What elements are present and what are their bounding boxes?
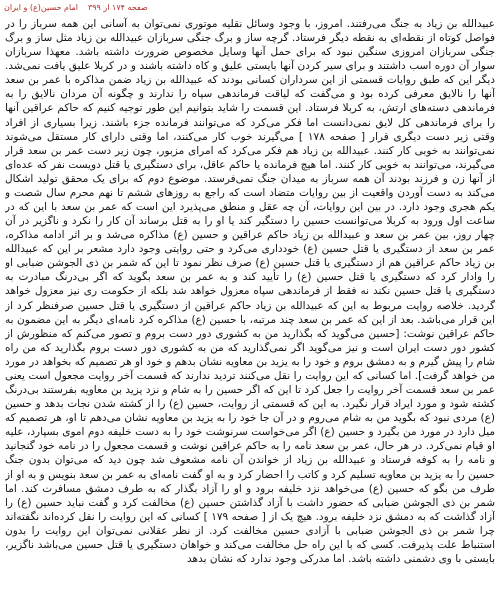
page-number: صفحه ۱۷۴ از ۳۹۹: [87, 3, 148, 12]
page-header: [4, 2, 148, 14]
book-title: امام حسین(ع) و ایران: [4, 3, 78, 12]
body-text: عبیدالله بن زیاد به جنگ می‌رفتند. امروز، با وجود وسائل نقلیه موتوری نمی‌توان به آسانی این همه سرباز را در فواصل کوتاه از نقطه‌ای به نقطه دیگر فرستاد. گرچه ساز و برگ جنگی سربازان عبیدالله بن زیاد مثل ساز و برگ جنگی سربازان امروزی سنگین نبود که برای حمل آنها وسایل مخصوص ضرورت داشته باشد. معهذا سربازان سوار آن دوره اسب داشتند و برای سیر کردن آنها بایستی علیق و کاه داشته باشند و در کربلا علیق یافت نمی‌شد. دیگر این که طبق روایات قسمتی از این سرداران کسانی بودند که عبیدالله بن زیاد ضمن مذاکره با عمر بن سعد آنها را نالایق معرفی کرده بود و می‌گفت که لیاقت فرماندهی سپاه را ندارند و چگونه آن مردان نالایق را به فرماندهی دسته‌های ارتش، به کربلا فرستاد. این قسمت را شاید بتوانیم این طور توجیه کنیم که حاکم عراقین آنها را برای فرماندهی کل لایق نمی‌دانست اما فکر می‌کرد که می‌توانند فرمانده جزء باشند. زیرا بسیاری از افراد وقتی زیر دست دیگری قرار [ صفحه ۱۷۸ ] می‌گیرند خوب کار می‌کنند، اما وقتی دارای کار مستقل می‌شوند نمی‌توانند به خوبی کار کنند. عبیدالله بن زیاد هم فکر می‌کرد که امرای مزبور، چون زیر دست عمر بن سعد قرار می‌گیرند، می‌توانند به خوبی کار کنند. اما هیچ فرمانده یا حاکم عاقل، برای دستگیری یا قتل دویست نفر که عده‌ای از آنها زن و فرزند بودند آن همه سرباز به میدان جنگ نمی‌فرستد. موضوع دوم که برای یک محقق تولید اشکال می‌کند به دست آوردن واقعیت از بین روایات متضاد است که راجع به روزهای ششم تا نهم محرم سال شصت و یکم هجری وجود دارد. در بین این روایات، آن چه عقل و منطق می‌پذیرد این است که عمر بن سعد با این که در ساعت اول ورود به کربلا می‌توانست حسین را دستگیر کند یا او را به قتل برساند آن کار را نکرد و ناگزیر در آن چهار روز، بین عمر بن سعد و عبیدالله بن زیاد حاکم عراقین و حسین (ع) مذاکره می‌شد و بر اثر ادامه مذاکره، عمر بن سعد از دستگیری یا قتل حسین (ع) خودداری می‌کرد و حتی روایتی وجود دارد مشعر بر این که عبیدالله بن زیاد حاکم عراقین هم از دستگیری یا قتل حسین (ع) صرف نظر نمود تا این که شمر بن ذی الجوشن ضبابی او را وادار کرد که دستگیری یا قتل حسین (ع) را تأیید کند و به عمر بن سعد بگوید که اگر بی‌درنگ مبادرت به دستگیری یا قتل حسین نکند نه فقط از فرماندهی سپاه معزول خواهد شد بلکه از حکومت ری نیز معزول خواهد گردید. خلاصه روایت مربوط به این که عبیدالله بن زیاد حاکم عراقین از دستگیری یا قتل حسین صرفنظر کرد از این قرار می‌باشد. بعد از این که عمر بن سعد چند مرتبه، با حسین (ع) مذاکره کرد نامه‌ای دیگر به این مضمون به حاکم عراقین نوشت: [حسین می‌گوید که بگذارید من به کشوری دور دست بروم و تصور می‌کنم که منظورش از کشور دور دست ایران است و نیز می‌گوید اگر نمی‌گذارید که من به کشوری دور دست بروم بگذارید که من راه شام را پیش گیرم و به دمشق بروم و خود را به یزید بن معاویه نشان بدهم و خود او هر تصمیم که بخواهد در مورد من خواهد گرفت]. اما کسانی که این روایت را نقل می‌کنند تردید ندارند که قسمت آخر روایت مجعول است یعنی عمر بن سعد قسمت آخر روایت را جعل کرد تا این که اگر حسین را به شام و نزد یزید بن معاویه بفرستند بی‌درنگ کشته شود و مورد ایراد قرار نگیرد. به این که قسمتی از روایت، حسین (ع) را از کشته شدن نجات بدهد و حسین (ع) مردی نبود که بگوید من به شام می‌روم و در آن جا خود را به یزید بن معاویه نشان می‌دهم تا او، هر تصمیم که میل دارد در مورد من بگیرد و حسین (ع) اگر می‌خواست سرنوشت خود را به دست خلیفه دوم اموی بسپارد، علیه او قیام نمی‌کرد. در هر حال، عمر بن سعد نامه را به حاکم عراقین نوشت و قسمت مجعول را در نامه خود گنجانید و نامه را به کوفه فرستاد و عبیدالله بن زیاد از خواندن آن نامه مشعوف شد چون دید که می‌توان بدون جنگ حسین را به یزید بن معاویه تسلیم کرد و کاتب را احضار کرد و به او گفت نامه‌ای به عمر بن سعد بنویس و به او از طرف من بگو که حسین (ع) می‌خواهد نزد خلیفه برود و او را آزاد بگذار که به طرف دمشق مسافرت کند. اما شمر بن ذی الجوشن ضبابی که حضور داشت با آزاد گذاشتن حسین (ع) مخالفت کرد و گفت نباید حسین (ع) را آزاد گذاشت که به دمشق نزد خلیفه برود. هیچ یک از [ صفحه ۱۷۹ ] کسانی که این روایت را نقل کرده‌اند نگفته‌اند چرا شمر بن ذی الجوشن ضبابی با آزادی حسین مخالفت کرد. از نظر عقلانی نمی‌توان این روایت را بدون استنباط علت پذیرفت. کسی که با این راه حل مخالفت می‌کند و خواهان دستگیری یا قتل حسین می‌باشد ناگزیر، بایستی با وی دشمنی داشته باشد. اما مدرکی وجود ندارد که نشان بدهد: [5, 18, 495, 565]
document-body: [5, 17, 495, 567]
